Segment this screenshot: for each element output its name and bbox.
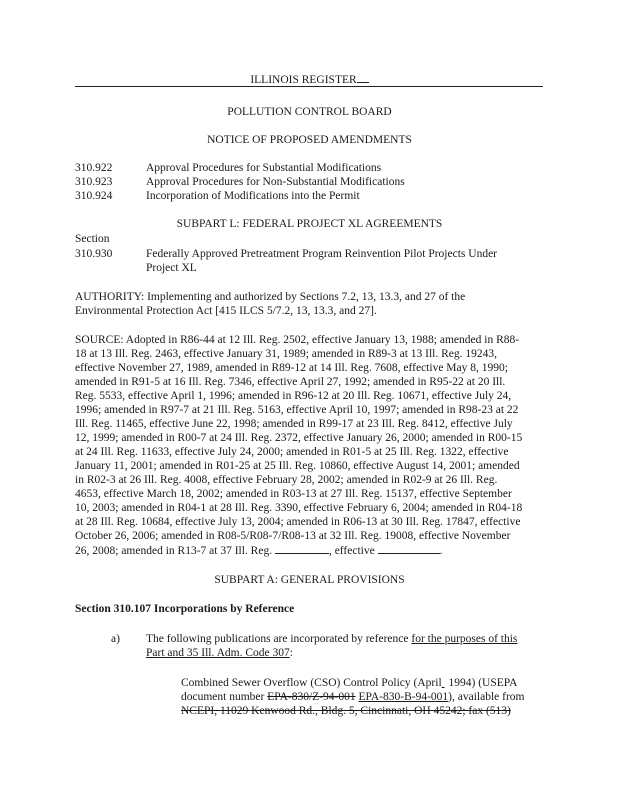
item-a-added-text: Part and 35 Ill. Adm. Code 307 xyxy=(146,647,290,659)
register-name: ILLINOIS REGISTER xyxy=(250,74,357,86)
source-last-line xyxy=(75,543,442,558)
source-line: effective November 27, 1989, amended in R89-12 at 14 Ill. Reg. 7608, effective May 8, 1990; xyxy=(75,362,508,374)
item-a-text: : xyxy=(289,647,293,659)
source-line: in R02-3 at 26 Ill. Reg. 4008, effective February 28, 2002; amended in R02-9 at 26 Ill. Reg. xyxy=(75,474,498,486)
reg-page-blank xyxy=(275,543,329,554)
toc-code: 310.923 xyxy=(75,176,113,188)
source-last-prefix: 26, 2008; amended in R13-7 at 37 Ill. Reg. xyxy=(75,545,275,557)
source-line: 10, 2003; amended in R04-1 at 28 Ill. Reg. 3390, effective February 6, 2004; amended in R04-18 xyxy=(75,502,523,514)
source-line: October 26, 2006; amended in R08-5/R08-7/R08-13 at 32 Ill. Reg. 19008, effective November xyxy=(75,530,511,542)
item-a-added-text: for the purposes of this xyxy=(411,633,518,645)
source-last-end: . xyxy=(439,545,443,557)
subpart-l-heading: SUBPART L: FEDERAL PROJECT XL AGREEMENTS xyxy=(176,218,443,230)
item-a-line xyxy=(146,632,517,646)
authority-line: Environmental Protection Act [415 ILCS 5/7.2, 13, 13.3, and 27]. xyxy=(75,305,377,317)
cso-text: document number xyxy=(181,691,268,703)
toc-code: 310.924 xyxy=(75,190,113,202)
item-a-label: a) xyxy=(111,633,120,645)
source-line: SOURCE: Adopted in R86-44 at 12 Ill. Reg. 2502, effective January 13, 1988; amended in R88- xyxy=(75,334,520,346)
source-line: Reg. 5533, effective April 1, 1996; amended in R96-12 at 20 Ill. Reg. 10671, effective July 24, xyxy=(75,390,512,402)
toc-title-continued: Project XL xyxy=(146,262,197,274)
section-heading: Section 310.107 Incorporations by Reference xyxy=(75,603,295,615)
cso-added-text: EPA-830-B-94-001 xyxy=(358,691,449,703)
source-line: 18 at 13 Ill. Reg. 2463, effective January 31, 1989; amended in R89-3 at 13 Ill. Reg. 19243, xyxy=(75,348,498,360)
source-line: amended in R91-5 at 16 Ill. Reg. 7346, effective April 27, 1992; amended in R95-22 at 20 Ill. xyxy=(75,376,506,388)
toc-title: Approval Procedures for Substantial Modifications xyxy=(146,162,382,174)
cso-text: 1994) (USEPA xyxy=(445,677,518,689)
toc-code: 310.930 xyxy=(75,248,113,260)
source-last-middle: , effective xyxy=(328,545,378,557)
cso-deleted-text: NCEPI, 11029 Kenwood Rd., Bldg. 5, Cincinnati, OH 45242; fax (513) xyxy=(181,705,511,717)
toc-code: 310.922 xyxy=(75,162,113,174)
source-line: 1996; amended in R97-7 at 21 Ill. Reg. 5163, effective April 10, 1997; amended in R98-23 at 22 xyxy=(75,404,519,416)
item-a-line xyxy=(146,646,293,660)
effective-date-blank xyxy=(378,543,440,554)
cso-text: ), available from xyxy=(448,691,525,703)
cso-line xyxy=(181,690,524,704)
section-label: Section xyxy=(75,233,110,245)
source-line: at 28 Ill. Reg. 10684, effective July 13, 2004; amended in R06-13 at 30 Ill. Reg. 17847, effective xyxy=(75,516,521,528)
register-page-blank xyxy=(357,72,369,83)
source-line: at 24 Ill. Reg. 11633, effective July 24, 2000; amended in R01-5 at 25 Ill. Reg. 1322, effective xyxy=(75,446,509,458)
toc-title: Federally Approved Pretreatment Program Reinvention Pilot Projects Under xyxy=(146,248,497,260)
toc-title: Incorporation of Modifications into the Permit xyxy=(146,190,360,202)
authority-line: AUTHORITY: Implementing and authorized by Sections 7.2, 13, 13.3, and 27 of the xyxy=(75,291,466,303)
cso-line xyxy=(181,676,517,690)
source-line: Ill. Reg. 11465, effective June 22, 1998; amended in R99-17 at 23 Ill. Reg. 8412, effective July xyxy=(75,418,513,430)
cso-deleted-text: EPA-830/Z-94-001 xyxy=(267,691,356,703)
notice-title: NOTICE OF PROPOSED AMENDMENTS xyxy=(207,134,412,146)
toc-title: Approval Procedures for Non-Substantial Modifications xyxy=(146,176,405,188)
item-a-text: The following publications are incorporated by reference xyxy=(146,633,412,645)
source-line: January 11, 2001; amended in R01-25 at 25 Ill. Reg. 10860, effective August 14, 2001; amended xyxy=(75,460,520,472)
source-line: 4653, effective March 18, 2002; amended in R03-13 at 27 Ill. Reg. 15137, effective September xyxy=(75,488,512,500)
header-rule xyxy=(75,86,543,87)
subpart-a-heading: SUBPART A: GENERAL PROVISIONS xyxy=(214,574,405,586)
cso-text: Combined Sewer Overflow (CSO) Control Policy (April xyxy=(181,677,442,689)
source-line: 12, 1999; amended in R00-7 at 24 Ill. Reg. 2372, effective January 26, 2000; amended in R00-15 xyxy=(75,432,523,444)
register-title xyxy=(0,72,619,87)
cso-line xyxy=(181,704,511,718)
agency-name: POLLUTION CONTROL BOARD xyxy=(227,106,392,118)
